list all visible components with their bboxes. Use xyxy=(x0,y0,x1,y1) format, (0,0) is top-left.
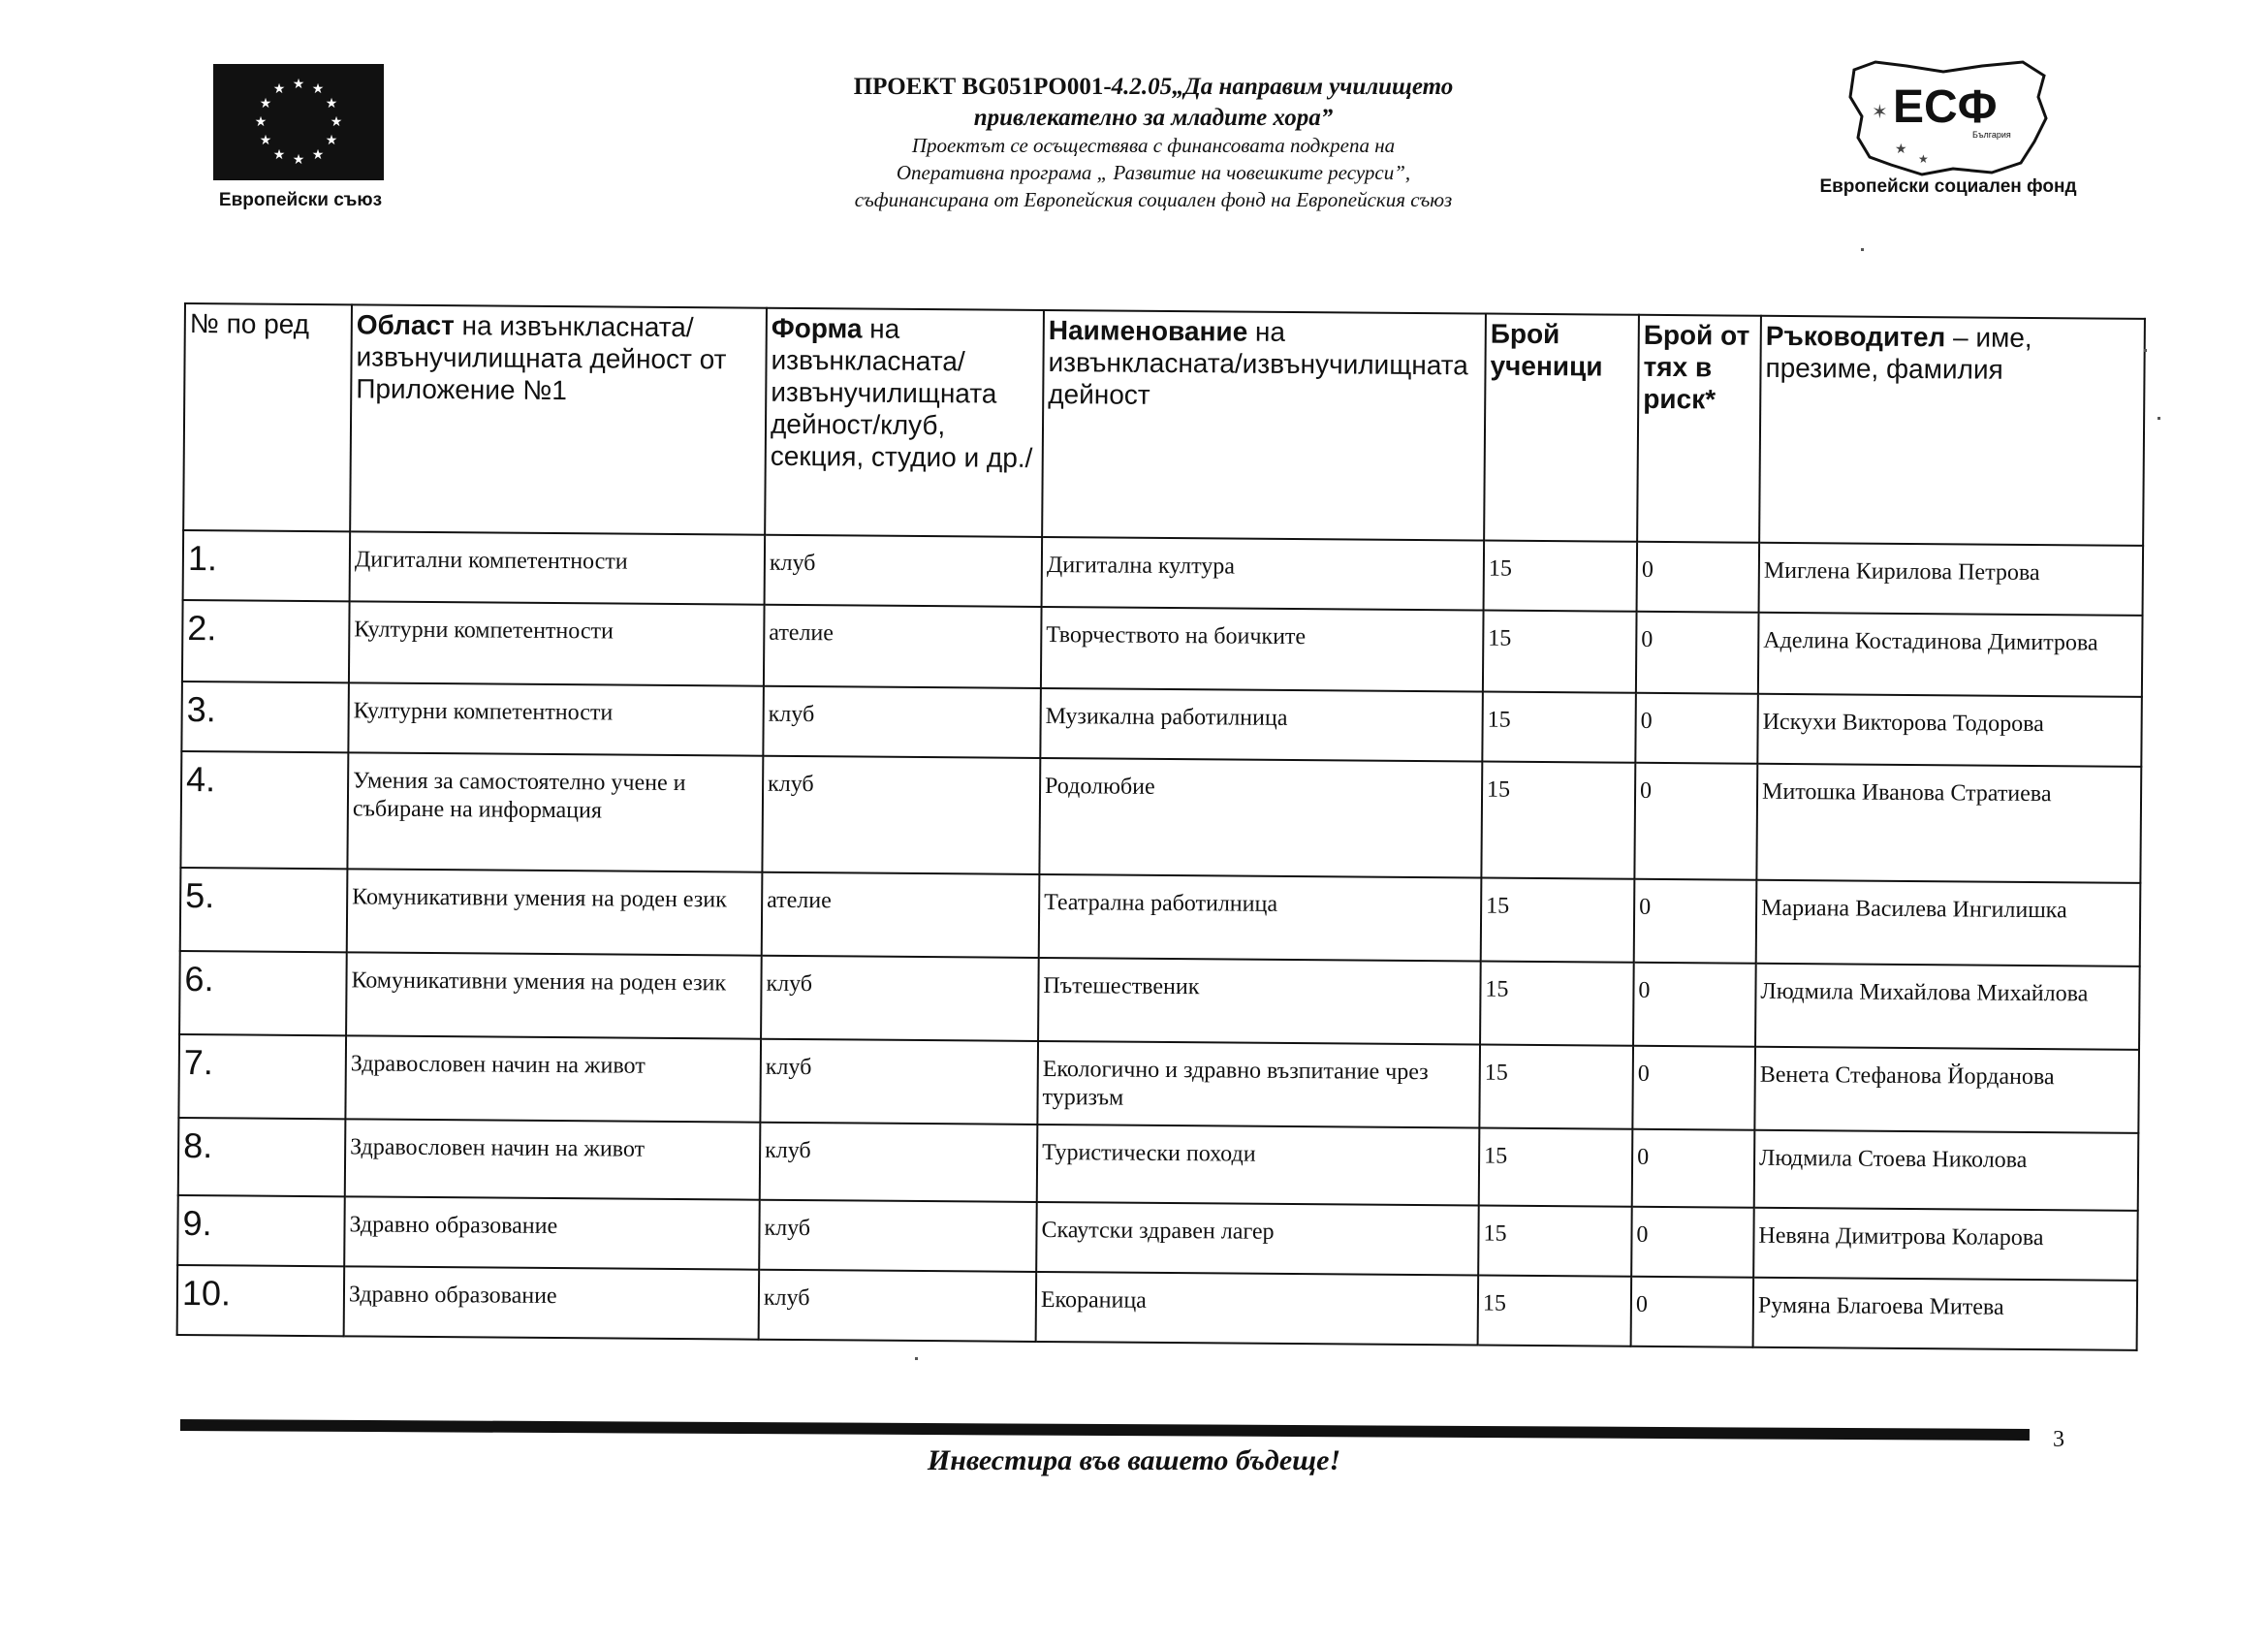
eu-star-icon: ★ xyxy=(325,96,338,111)
cell-students: 15 xyxy=(1481,762,1635,879)
cell-leader: Венета Стефанова Йорданова xyxy=(1754,1047,2139,1133)
cell-leader: Невяна Димитрова Коларова xyxy=(1753,1208,2138,1281)
cell-students: 15 xyxy=(1482,692,1636,763)
cell-name: Музикална работилница xyxy=(1040,688,1483,762)
cell-risk: 0 xyxy=(1632,1129,1755,1208)
cell-form: ателие xyxy=(762,872,1040,958)
cell-leader: Людмила Стоева Николова xyxy=(1754,1130,2139,1211)
cell-leader: Искухи Викторова Тодорова xyxy=(1757,694,2142,767)
cell-students: 15 xyxy=(1480,962,1634,1046)
header-name: Наименование на извънкласната/извънучилищната дейност xyxy=(1042,310,1486,541)
cell-area: Комуникативни умения на роден език xyxy=(346,952,762,1038)
cell-students: 15 xyxy=(1478,1206,1632,1277)
table-row xyxy=(182,600,2143,697)
cell-form: клуб xyxy=(759,1270,1037,1342)
cell-form: клуб xyxy=(760,1039,1038,1125)
header-students: Брой ученици xyxy=(1484,314,1639,542)
cell-students: 15 xyxy=(1483,611,1637,693)
cell-risk: 0 xyxy=(1634,879,1757,964)
scan-speck xyxy=(915,1357,918,1360)
table-header-row xyxy=(183,303,2145,546)
esf-star-icon: ✶ xyxy=(1872,100,1888,123)
esf-bulgaria-map-logo xyxy=(1837,56,2060,180)
eu-star-icon: ★ xyxy=(292,77,305,92)
cell-area: Здравно образование xyxy=(344,1266,760,1339)
cell-leader: Мариана Василева Ингилишка xyxy=(1756,880,2141,967)
eu-star-icon: ★ xyxy=(330,114,343,130)
activities-table xyxy=(176,302,2146,1351)
cell-area: Умения за самостоятелно учене и събиране на информация xyxy=(347,752,763,872)
cell-name: Скаутски здравен лагер xyxy=(1036,1202,1479,1276)
cell-area: Културни компетентности xyxy=(348,682,764,755)
cell-no: 4. xyxy=(180,751,348,869)
cell-name: Творчеството на боичките xyxy=(1041,607,1484,692)
cell-form: клуб xyxy=(762,756,1040,874)
funding-line-2: Оперативна програма „ Развитие на човешките ресурси”, xyxy=(896,161,1411,184)
cell-no: 5. xyxy=(180,868,348,952)
table-row xyxy=(179,951,2140,1050)
cell-form: клуб xyxy=(761,956,1039,1041)
eu-star-icon: ★ xyxy=(259,133,272,148)
project-name: 4.2.05„Да направим училището xyxy=(1111,74,1454,100)
eu-star-icon: ★ xyxy=(259,96,272,111)
eu-star-icon: ★ xyxy=(325,133,338,148)
cell-no: 10. xyxy=(177,1265,345,1336)
esf-caption: Европейски социален фонд xyxy=(1819,176,2077,197)
cell-students: 15 xyxy=(1478,1276,1632,1347)
cell-risk: 0 xyxy=(1631,1277,1754,1347)
cell-leader: Митошка Иванова Стратиева xyxy=(1756,764,2141,883)
cell-risk: 0 xyxy=(1631,1207,1754,1278)
cell-no: 3. xyxy=(181,681,349,752)
cell-form: клуб xyxy=(763,686,1041,758)
cell-name: Екологично и здравно възпитание чрез туризъм xyxy=(1037,1041,1480,1128)
cell-area: Здравно образование xyxy=(344,1196,760,1269)
project-title xyxy=(678,74,1628,101)
scan-speck xyxy=(2158,417,2160,420)
eu-star-icon: ★ xyxy=(254,114,268,130)
cell-leader: Румяна Благоева Митева xyxy=(1753,1278,2138,1350)
cell-risk: 0 xyxy=(1634,763,1757,880)
eu-flag-logo xyxy=(213,64,384,180)
table-row xyxy=(180,751,2141,883)
cell-risk: 0 xyxy=(1633,963,1756,1047)
esf-star-icon: ★ xyxy=(1895,142,1907,157)
header-form: Форма на извънкласната/извънучилищната дейност/клуб, секция, студио и др./ xyxy=(765,308,1044,537)
cell-name: Театрална работилница xyxy=(1039,874,1482,962)
cell-area: Здравословен начин на живот xyxy=(345,1035,761,1122)
header-leader: Ръководител – име, презиме, фамилия xyxy=(1759,316,2145,546)
header-no: № по ред xyxy=(183,303,352,531)
funding-line-1: Проектът се осъществява с финансовата подкрепа на xyxy=(911,134,1396,157)
cell-area: Здравословен начин на живот xyxy=(345,1119,761,1199)
table-row xyxy=(178,1034,2139,1133)
cell-form: клуб xyxy=(765,535,1043,607)
eu-star-icon: ★ xyxy=(292,152,305,168)
cell-students: 15 xyxy=(1484,541,1638,612)
page-number: 3 xyxy=(2053,1427,2064,1452)
scan-speck xyxy=(1861,248,1864,251)
cell-risk: 0 xyxy=(1632,1046,1755,1130)
funding-line-3: съфинансирана от Европейския социален фонд на Европейския съюз xyxy=(854,188,1453,211)
cell-name: Пътешественик xyxy=(1038,958,1481,1045)
table-row xyxy=(180,868,2141,967)
cell-name: Дигитална култура xyxy=(1042,537,1485,611)
cell-form: ателие xyxy=(764,605,1042,688)
footer-slogan: Инвестира във вашето бъдеще! xyxy=(927,1444,1341,1476)
cell-area: Комуникативни умения на роден език xyxy=(347,869,763,955)
cell-risk: 0 xyxy=(1637,542,1760,613)
cell-leader: Аделина Костадинова Димитрова xyxy=(1758,613,2143,697)
cell-no: 8. xyxy=(178,1118,346,1196)
esf-star-icon: ★ xyxy=(1918,152,1929,166)
footer-divider xyxy=(180,1419,2030,1441)
cell-no: 1. xyxy=(183,530,351,601)
eu-star-icon: ★ xyxy=(272,147,286,163)
cell-area: Дигитални компетентности xyxy=(350,531,766,604)
table-row xyxy=(177,1265,2138,1350)
eu-star-icon: ★ xyxy=(311,147,325,163)
cell-no: 2. xyxy=(182,600,350,682)
cell-risk: 0 xyxy=(1636,612,1759,694)
cell-risk: 0 xyxy=(1635,693,1758,764)
cell-area: Културни компетентности xyxy=(349,601,765,685)
cell-name: Родолюбие xyxy=(1039,758,1482,878)
eu-caption: Европейски съюз xyxy=(218,190,383,210)
esf-logo-subtext: България xyxy=(1972,130,2011,140)
cell-leader: Людмила Михайлова Михайлова xyxy=(1755,964,2140,1050)
cell-students: 15 xyxy=(1479,1045,1633,1129)
eu-star-icon: ★ xyxy=(311,81,325,97)
header-risk: Брой от тях в риск* xyxy=(1637,315,1761,543)
cell-form: клуб xyxy=(759,1200,1037,1272)
header-area: Област на извънкласната/извънучилищната дейност от Приложение №1 xyxy=(350,304,767,534)
cell-name: Туристически походи xyxy=(1037,1125,1480,1206)
eu-star-icon: ★ xyxy=(272,81,286,97)
esf-logo-text: ЕСФ xyxy=(1893,81,1998,133)
cell-leader: Миглена Кирилова Петрова xyxy=(1759,543,2144,616)
project-title-line2: привлекателно за младите хора” xyxy=(973,105,1334,131)
cell-no: 7. xyxy=(178,1034,346,1119)
cell-name: Екораница xyxy=(1036,1272,1479,1346)
scan-speck xyxy=(2144,349,2147,352)
cell-students: 15 xyxy=(1481,878,1635,963)
cell-form: клуб xyxy=(760,1123,1038,1202)
project-code: ПРОЕКТ BG051PO001- xyxy=(853,74,1112,100)
cell-students: 15 xyxy=(1479,1128,1633,1207)
cell-no: 6. xyxy=(179,951,347,1035)
cell-no: 9. xyxy=(177,1195,345,1266)
